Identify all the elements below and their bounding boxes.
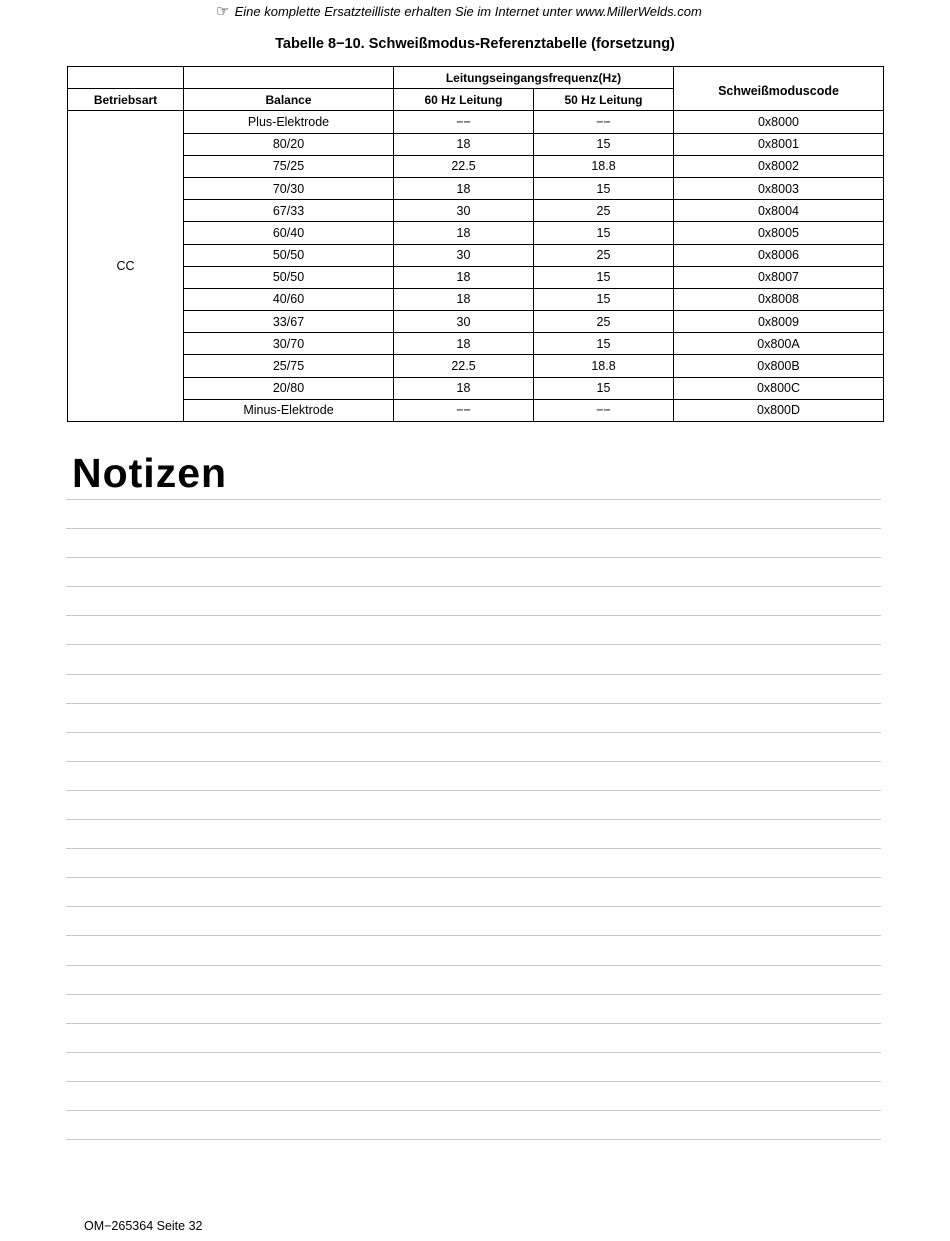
hz50-cell: 15 [534,377,674,399]
note-line [66,1139,881,1168]
header-60hz: 60 Hz Leitung [394,89,534,111]
note-line [66,761,881,790]
note-line [66,732,881,761]
table-row [68,200,884,222]
balance-cell: 67/33 [184,200,394,222]
table-row [68,244,884,266]
hz50-cell: 18.8 [534,155,674,177]
notes-title: Notizen [72,450,228,496]
note-line [66,994,881,1023]
table-row [68,399,884,421]
code-cell: 0x8003 [674,177,884,199]
note-line [66,935,881,964]
hz50-cell: −− [534,399,674,421]
code-cell: 0x8002 [674,155,884,177]
header-empty-cell [184,67,394,89]
balance-cell: 50/50 [184,266,394,288]
code-cell: 0x8004 [674,200,884,222]
note-line [66,557,881,586]
header-note [0,2,918,20]
table-row [68,111,884,133]
header-frequency-group: Leitungseingangsfrequenz(Hz) [394,67,674,89]
balance-cell: Minus-Elektrode [184,399,394,421]
table-row [68,266,884,288]
table-row [68,177,884,199]
hz60-cell: 30 [394,311,534,333]
note-line [66,790,881,819]
table-row [68,222,884,244]
hz50-cell: 15 [534,266,674,288]
code-cell: 0x800A [674,333,884,355]
note-line [66,499,881,528]
hz60-cell: −− [394,399,534,421]
table-body [68,111,884,422]
balance-cell: 75/25 [184,155,394,177]
note-line [66,877,881,906]
weld-mode-reference-table [67,66,884,422]
note-line [66,644,881,673]
hz50-cell: 18.8 [534,355,674,377]
hz60-cell: 18 [394,333,534,355]
header-weld-mode-code: Schweißmoduscode [674,67,884,111]
balance-cell: 60/40 [184,222,394,244]
hz60-cell: 30 [394,200,534,222]
hz60-cell: −− [394,111,534,133]
note-line [66,1081,881,1110]
code-cell: 0x8008 [674,288,884,310]
note-line [66,615,881,644]
balance-cell: 30/70 [184,333,394,355]
table-row [68,377,884,399]
note-line [66,586,881,615]
hz50-cell: 25 [534,244,674,266]
code-cell: 0x8006 [674,244,884,266]
note-line [66,906,881,935]
note-line [66,965,881,994]
hz50-cell: 25 [534,311,674,333]
hz60-cell: 18 [394,177,534,199]
balance-cell: 33/67 [184,311,394,333]
table-row [68,288,884,310]
note-line [66,1052,881,1081]
header-note-text: Eine komplette Ersatzteilliste erhalten Sie im Internet unter www.MillerWelds.com [234,4,702,19]
table-row [68,355,884,377]
code-cell: 0x800C [674,377,884,399]
code-cell: 0x800D [674,399,884,421]
note-line [66,848,881,877]
hz60-cell: 30 [394,244,534,266]
header-balance: Balance [184,89,394,111]
hz60-cell: 18 [394,133,534,155]
header-operating-mode: Betriebsart [68,89,184,111]
note-line [66,1023,881,1052]
balance-cell: 40/60 [184,288,394,310]
note-line [66,674,881,703]
hz50-cell: 15 [534,222,674,244]
code-cell: 0x8000 [674,111,884,133]
code-cell: 0x800B [674,355,884,377]
hz60-cell: 18 [394,288,534,310]
balance-cell: 20/80 [184,377,394,399]
hz50-cell: −− [534,111,674,133]
note-line [66,819,881,848]
header-empty-cell [68,67,184,89]
table-title: Tabelle 8−10. Schweißmodus-Referenztabelle (forsetzung) [275,36,675,52]
hz60-cell: 18 [394,222,534,244]
header-50hz: 50 Hz Leitung [534,89,674,111]
note-line [66,1110,881,1139]
hz60-cell: 22.5 [394,155,534,177]
hz50-cell: 25 [534,200,674,222]
balance-cell: 50/50 [184,244,394,266]
balance-cell: 25/75 [184,355,394,377]
hz60-cell: 18 [394,377,534,399]
table-row [68,133,884,155]
code-cell: 0x8009 [674,311,884,333]
note-lines [66,499,881,1168]
hz50-cell: 15 [534,288,674,310]
balance-cell: 80/20 [184,133,394,155]
table-row [68,155,884,177]
code-cell: 0x8005 [674,222,884,244]
note-line [66,703,881,732]
note-line [66,528,881,557]
code-cell: 0x8001 [674,133,884,155]
pointing-hand-icon: ☞ [216,3,230,20]
mode-cell: CC [68,111,184,422]
code-cell: 0x8007 [674,266,884,288]
page-footer: OM−265364 Seite 32 [84,1219,203,1233]
balance-cell: Plus-Elektrode [184,111,394,133]
table-row [68,311,884,333]
balance-cell: 70/30 [184,177,394,199]
hz50-cell: 15 [534,133,674,155]
hz50-cell: 15 [534,333,674,355]
hz60-cell: 18 [394,266,534,288]
table-row [68,333,884,355]
hz50-cell: 15 [534,177,674,199]
hz60-cell: 22.5 [394,355,534,377]
